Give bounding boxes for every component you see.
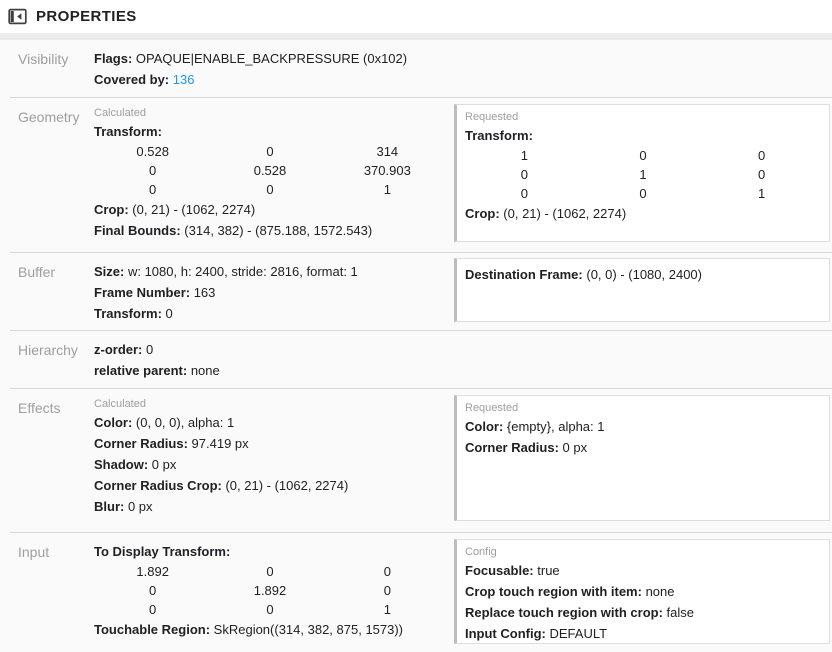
property-input-config: Input Config: DEFAULT [465,626,608,641]
matrix-row [94,142,446,161]
requested-geometry-box [454,104,830,242]
matrix-cell: 0 [639,186,647,201]
property-relative-parent: relative parent: none [94,363,220,378]
section-label-geometry: Geometry [18,109,80,125]
header-content-gap [0,33,832,40]
section-label-buffer: Buffer [18,264,56,280]
matrix-cell: 0.528 [136,144,169,159]
matrix-cell: 0 [758,167,766,182]
requested-effects-box [454,395,830,521]
calculated-tag: Calculated [94,107,146,119]
matrix-cell: 1 [383,182,391,197]
property-corner-radius-crop: Corner Radius Crop: (0, 21) - (1062, 2274) [94,478,349,493]
property-flags: Flags: OPAQUE|ENABLE_BACKPRESSURE (0x102) [94,51,408,66]
matrix-cell: 0 [149,163,157,178]
matrix-cell: 1 [383,602,391,617]
section-hierarchy [0,331,832,388]
matrix-cell: 314 [376,144,399,159]
matrix-cell: 1.892 [136,564,169,579]
matrix-row [465,146,821,165]
matrix-cell: 0 [758,148,766,163]
property-buffer-transform: Transform: 0 [94,306,173,321]
properties-panel-header [0,0,832,33]
property-blur: Blur: 0 px [94,499,153,514]
property-touchable-region: Touchable Region: SkRegion((314, 382, 875, 1573)) [94,622,404,637]
property-transform-requested: Transform: [465,128,533,143]
property-replace-touch-region: Replace touch region with crop: false [465,605,695,620]
requested-buffer-box [454,258,830,322]
section-label-input: Input [18,544,50,560]
property-focusable: Focusable: true [465,563,560,578]
matrix-cell: 370.903 [363,163,411,178]
matrix-cell: 0 [149,182,157,197]
property-shadow: Shadow: 0 px [94,457,177,472]
panel-title: PROPERTIES [36,8,137,25]
property-z-order: z-order: 0 [94,342,154,357]
section-input [0,533,832,652]
matrix-cell: 0 [266,602,274,617]
matrix-row [465,184,821,203]
matrix-cell: 0 [520,167,528,182]
property-transform: Transform: [94,124,162,139]
property-corner-radius: Corner Radius: 97.419 px [94,436,249,451]
properties-content [0,40,832,652]
matrix-cell: 1.892 [253,583,287,598]
matrix-row [94,562,446,581]
matrix-row [94,600,446,619]
calculated-tag: Calculated [94,398,146,410]
matrix-cell: 0 [520,186,528,201]
section-effects [0,389,832,532]
properties-panel-icon [8,7,27,26]
property-crop-requested: Crop: (0, 21) - (1062, 2274) [465,206,627,221]
section-label-effects: Effects [18,400,61,416]
section-label-visibility: Visibility [18,51,69,67]
config-input-box [454,539,830,644]
requested-tag: Requested [465,111,519,123]
property-crop: Crop: (0, 21) - (1062, 2274) [94,202,256,217]
matrix-row [94,180,446,199]
matrix-cell: 1 [758,186,766,201]
property-crop-touch-region: Crop touch region with item: none [465,584,675,599]
section-buffer [0,253,832,330]
matrix-cell: 1 [639,167,647,182]
config-tag: Config [465,546,497,558]
matrix-cell: 0 [266,564,274,579]
matrix-cell: 0 [149,602,157,617]
matrix-cell: 0 [266,144,274,159]
property-color: Color: (0, 0, 0), alpha: 1 [94,415,235,430]
matrix-row [94,161,446,180]
property-size: Size: w: 1080, h: 2400, stride: 2816, format: 1 [94,264,358,279]
matrix-cell: 0.528 [253,163,287,178]
matrix-cell: 0 [383,583,391,598]
matrix-cell: 0 [383,564,391,579]
property-color-requested: Color: {empty}, alpha: 1 [465,419,605,434]
section-visibility [0,40,832,97]
transform-matrix-requested [465,146,821,203]
property-destination-frame: Destination Frame: (0, 0) - (1080, 2400) [465,267,702,282]
matrix-cell: 1 [520,148,528,163]
section-geometry [0,98,832,252]
property-to-display-transform: To Display Transform: [94,544,231,559]
matrix-cell: 0 [639,148,647,163]
matrix-row [465,165,821,184]
section-label-hierarchy: Hierarchy [18,342,78,358]
matrix-cell: 0 [266,182,274,197]
requested-tag: Requested [465,402,519,414]
property-final-bounds: Final Bounds: (314, 382) - (875.188, 1572.543) [94,223,373,238]
property-corner-radius-requested: Corner Radius: 0 px [465,440,588,455]
transform-matrix-calculated [94,142,446,199]
matrix-row [94,581,446,600]
to-display-transform-matrix [94,562,446,619]
property-covered-by: Covered by: 136 [94,72,195,87]
covered-by-link[interactable]: 136 [172,72,195,87]
matrix-cell: 0 [149,583,157,598]
property-frame-number: Frame Number: 163 [94,285,216,300]
